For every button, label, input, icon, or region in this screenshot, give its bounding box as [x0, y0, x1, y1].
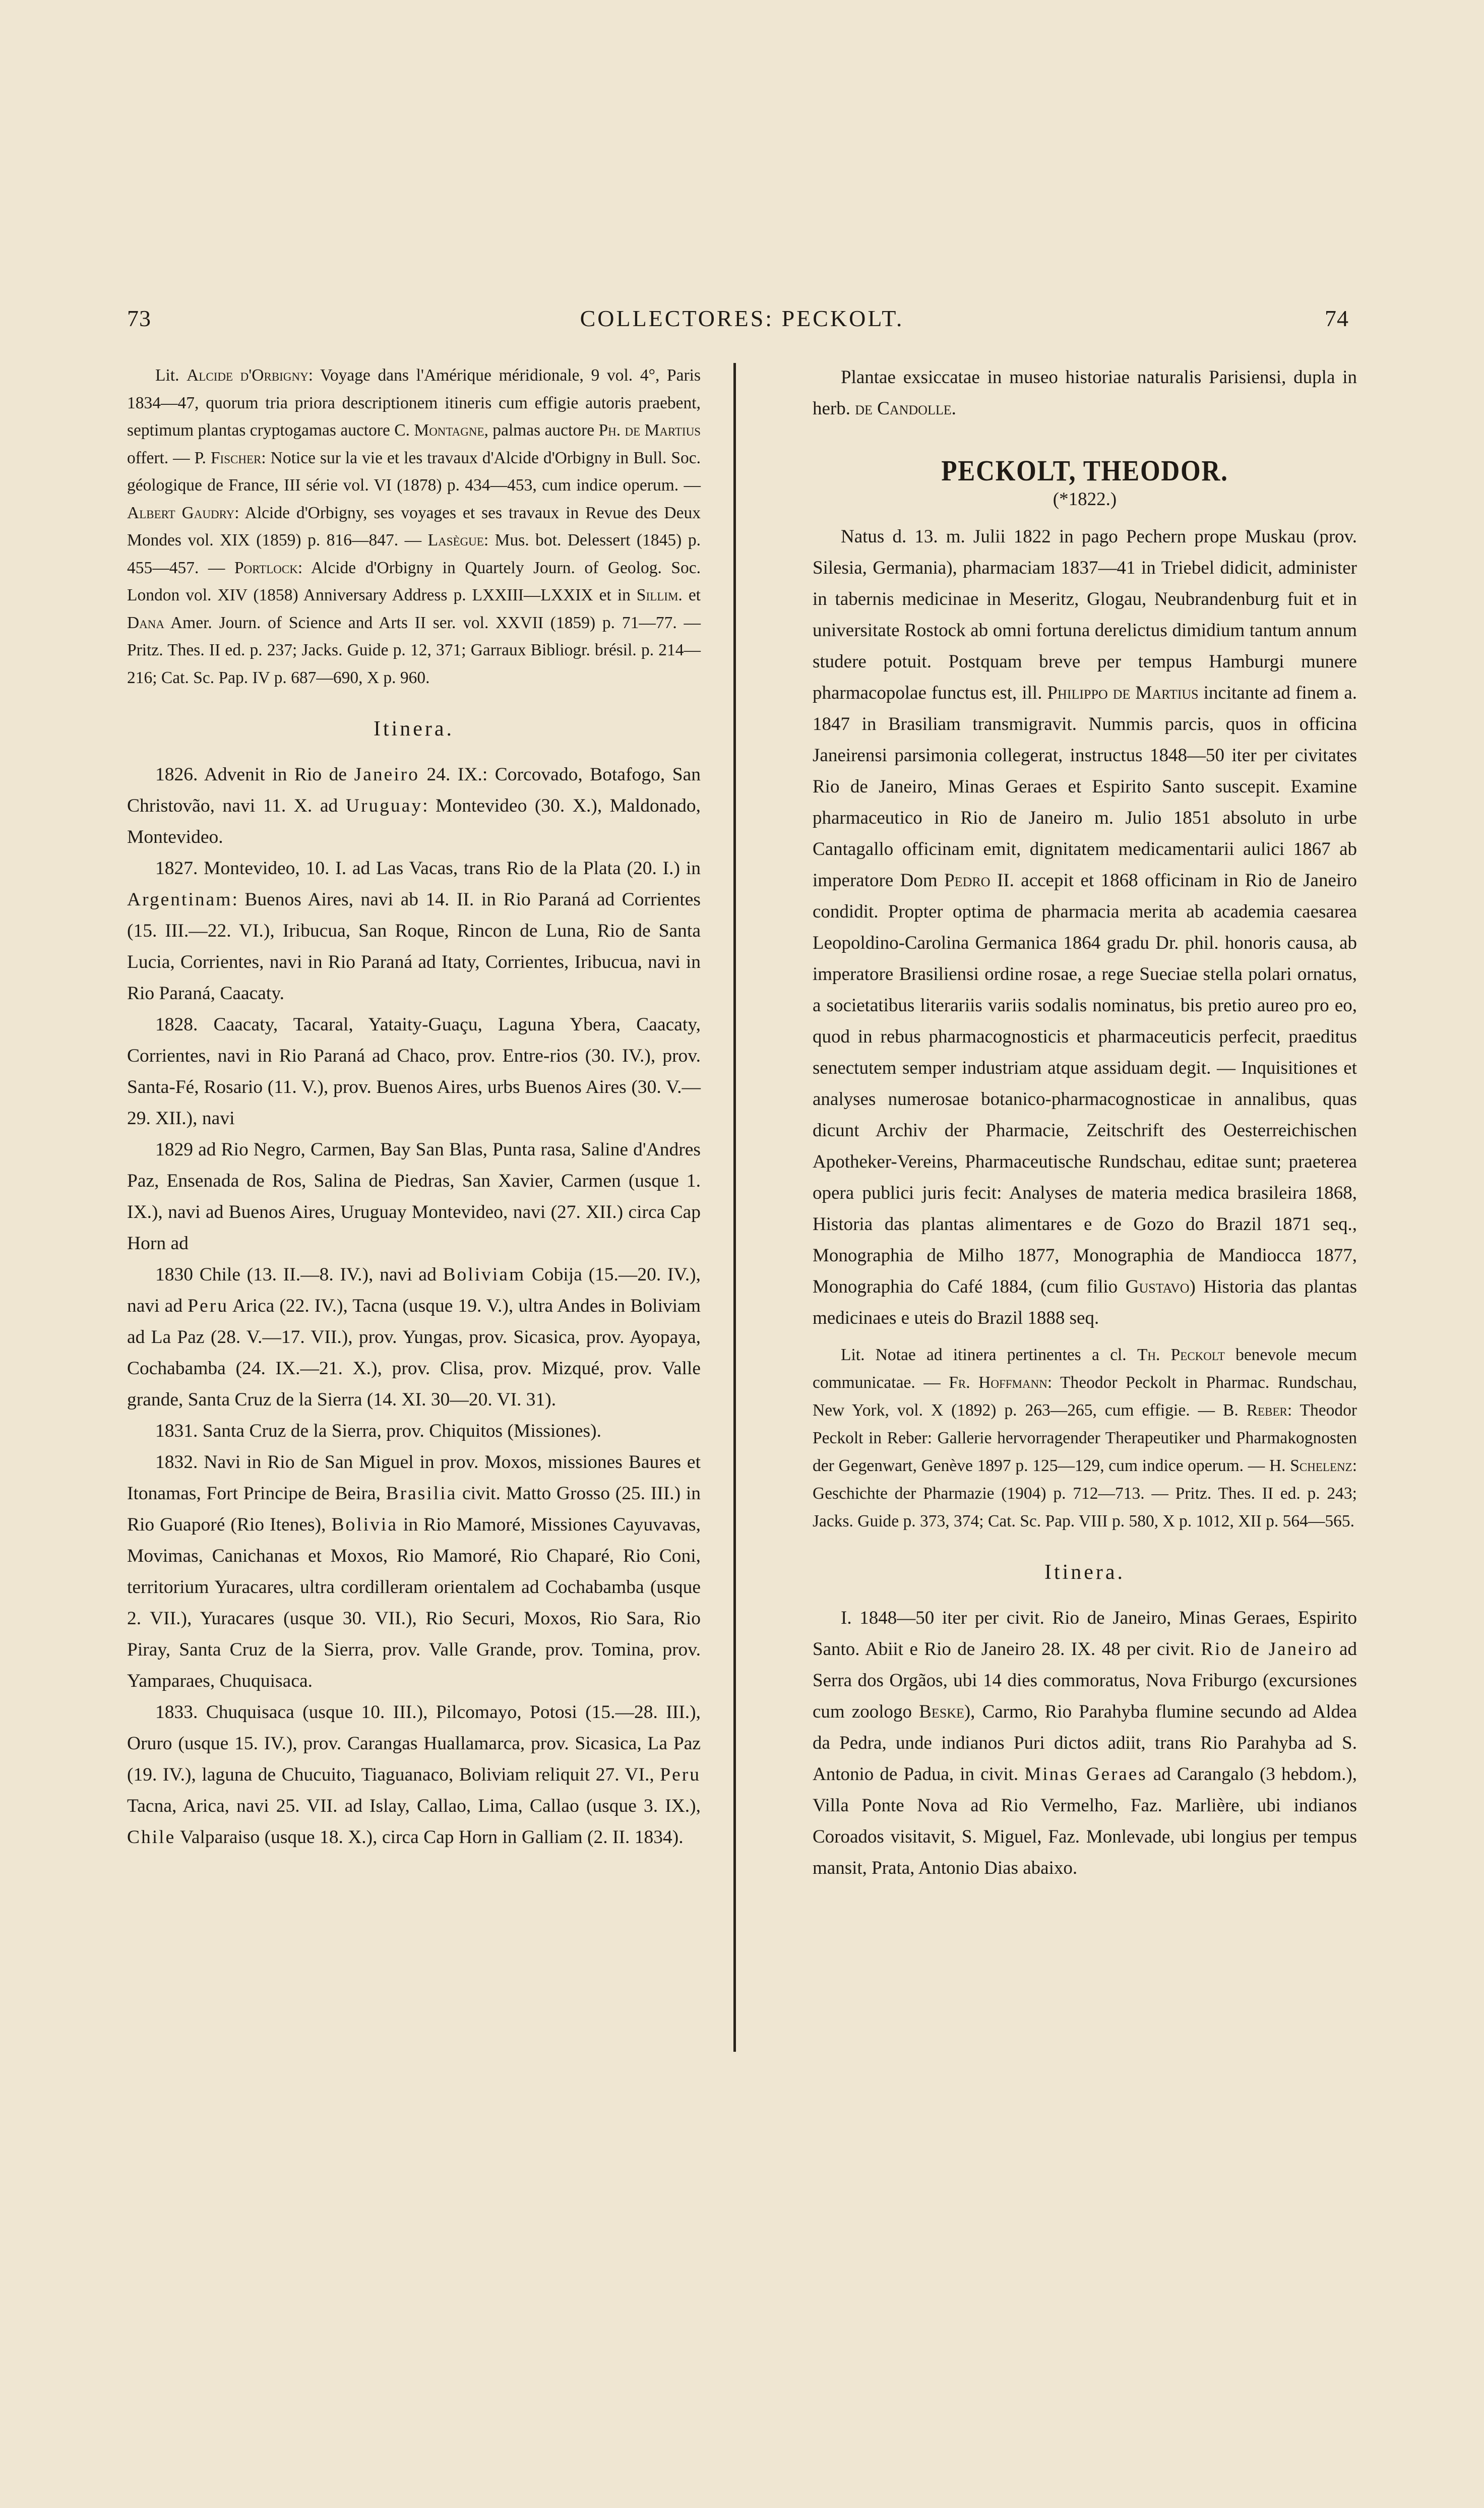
small-caps-name: Reber: [1246, 1401, 1287, 1420]
itinera-entry-I: [813, 1603, 1357, 1884]
birth-year: (*1822.): [1053, 489, 1117, 510]
text-run: 1829 ad Rio Negro, Carmen, Bay San Blas, Punta rasa, Saline d'Andres Paz, Ensenada de Ros, Salina de Piedras, San Xavier, Carmen (usque 1. IX.), navi ad Buenos Aires, Uruguay Montevideo, navi (27. XII.) circa Cap Horn ad: [127, 1139, 701, 1254]
text-run: benevole mecum communicatae. —: [813, 1345, 1357, 1392]
small-caps-name: Montagne: [414, 421, 484, 440]
text-run: Lit. Notae ad itinera pertinentes a cl.: [841, 1345, 1137, 1364]
text-run: ad Carangalo (3 hebdom.), Villa Ponte Nova ad Rio Vermelho, Faz. Marlière, ubi indianos Coroados visitavit, S. Miguel, Faz. Monlevade, ubi longius per tempus mansit, Prata, Antonio Dias abaixo.: [813, 1764, 1357, 1878]
small-caps-name: Albert Gaudry: [127, 503, 235, 522]
text-run: 1833. Chuquisaca (usque 10. III.), Pilcomayo, Potosi (15.—28. III.), Oruro (usque 15. IV.), prov. Carangas Huallamarca, prov. Sicasica, La Paz (19. IV.), laguna de Chucuito, Tiaguanaco, Boliviam reliquit 27. VI.,: [127, 1702, 701, 1785]
text-run: .: [951, 398, 956, 419]
text-run: Natus d. 13. m. Julii 1822 in pago Pechern prope Muskau (prov. Silesia, Germania), pharmaciam 1837—41 in Triebel didicit, administer in tabernis medicinae in Meseritz, Glogau, Neubrandenburg fuit et in universitate Rostock ab omni fortuna derelictus dimidium tantum annum studere potuit. Postquam breve per tempus Hamburgi munere pharmacopolae functus est, ill.: [813, 526, 1357, 703]
text-run: I. 1848—50 iter per civit. Rio de Janeiro, Minas Geraes, Espirito Santo. Abiit e Rio de Janeiro 28. IX. 48 per civit.: [813, 1608, 1357, 1660]
text-run: : Alcide d'Orbigny in Quartely Journ. of Geolog. Soc. London vol. XIV (1858) Anniversary Address p. LXXIII—LXXIX et in: [127, 558, 701, 604]
small-caps-name: Schelenz: [1290, 1456, 1352, 1475]
text-run: : Geschichte der Pharmazie (1904) p. 712—713. — Pritz. Thes. II ed. p. 243; Jacks. Guide p. 373, 374; Cat. Sc. Pap. VIII p. 580, X p. 1012, XII p. 564—565.: [813, 1456, 1357, 1531]
spaced-place-name: Peru: [188, 1296, 228, 1316]
spaced-place-name: Bolivia: [331, 1514, 398, 1535]
spaced-place-name: Janeiro: [354, 764, 419, 785]
small-caps-name: de Candolle: [855, 398, 952, 419]
text-run: Lit.: [155, 366, 187, 385]
small-caps-name: Ph. de Martius: [598, 421, 701, 440]
text-run: Plantae exsiccatae in museo historiae naturalis Parisiensi, dupla in herb.: [813, 367, 1357, 419]
collector-name-heading: PECKOLT, THEODOR.: [941, 454, 1228, 487]
right-column: [813, 362, 1357, 1884]
text-run: Valparaiso (usque 18. X.), circa Cap Horn in Galliam (2. II. 1834).: [175, 1827, 684, 1848]
text-run: : Theodor Peckolt in Pharmac. Rundschau, New York, vol. X (1892) p. 263—265, cum effigie. — B.: [813, 1373, 1357, 1420]
itinera-entry-1830: [127, 1259, 701, 1416]
spaced-place-name: Rio de Janeiro: [1201, 1639, 1333, 1660]
itinera-entry-1829: [127, 1134, 701, 1259]
text-run: ), Carmo, Rio Parahyba flumine secundo ad Aldea da Pedra, unde indianos Puri dictos adiit, trans Rio Parahyba ad S. Antonio de Padua, in civit.: [813, 1701, 1357, 1785]
text-run: in Rio Mamoré, Missiones Cayuvavas, Movimas, Canichanas et Moxos, Rio Mamoré, Rio Chaparé, Rio Coni, territorium Yuracares, ultra cordilleram orientalem ad Cochabamba (usque 2. VII.), Yuracares (usque 30. VII.), Rio Securi, Moxos, Rio Sara, Rio Piray, Santa Cruz de la Sierra, prov. Valle Grande, prov. Tomina, prov. Yamparaes, Chuquisaca.: [127, 1514, 701, 1691]
text-run: 1827. Montevideo, 10. I. ad Las Vacas, trans Rio de la Plata (20. I.) in: [155, 858, 701, 879]
spaced-place-name: Peru: [660, 1764, 701, 1785]
text-run: et: [682, 586, 701, 604]
text-run: : Mus. bot. Delessert (1845) p. 455—457. —: [127, 531, 701, 577]
spaced-place-name: Brasilia: [386, 1483, 457, 1504]
itinera-entry-1827: [127, 853, 701, 1009]
small-caps-name: Pedro: [944, 870, 991, 891]
small-caps-name: Th. Peckolt: [1137, 1345, 1225, 1364]
text-run: incitante ad finem a. 1847 in Brasiliam transmigravit. Nummis parcis, quos in officina Janeirensi parsimonia collegerat, instructus 1848—50 iter per civitates Rio de Janeiro, Minas Geraes et Espirito Santo suscepit. Examine pharmaceutico in Rio de Janeiro m. Julio 1851 absoluto in urbe Cantagallo officinam emit, dignitatem medicamentarii aulici 1867 ab imperatore Dom: [813, 683, 1357, 891]
itinera-heading-left: Itinera.: [373, 717, 455, 741]
text-run: civit. Matto Grosso (25. III.) in Rio Guaporé (Rio Itenes),: [127, 1483, 701, 1535]
small-caps-name: Dana: [127, 613, 165, 632]
small-caps-name: Fischer: [210, 448, 262, 467]
small-caps-name: Sillim.: [636, 586, 683, 604]
column-divider: [733, 363, 736, 2052]
small-caps-name: Beske: [919, 1701, 964, 1722]
small-caps-name: Philippo de Martius: [1047, 683, 1199, 703]
small-caps-name: Gustavo: [1125, 1276, 1190, 1297]
text-run: ) Historia das plantas medicinaes e uteis do Brazil 1888 seq.: [813, 1276, 1357, 1328]
text-run: Arica (22. IV.), Tacna (usque 19. V.), ultra Andes in Boliviam ad La Paz (28. V.—17. VII.), prov. Yungas, prov. Sicasica, prov. Ayopaya, Cochabamba (24. IX.—21. X.), prov. Clisa, prov. Mizqué, prov. Valle grande, Santa Cruz de la Sierra (14. XI. 30—20. VI. 31).: [127, 1296, 701, 1410]
itinera-entry-1833: [127, 1697, 701, 1853]
text-run: : Theodor Peckolt in Reber: Gallerie hervorragender Therapeutiker und Pharmakognosten der Gegenwart, Genève 1897 p. 125—129, cum indice operum. — H.: [813, 1401, 1357, 1475]
itinera-entry-1828: [127, 1009, 701, 1134]
itinera-entry-1832: [127, 1447, 701, 1697]
text-run: : Montevideo (30. X.), Maldonado, Montevideo.: [127, 796, 701, 847]
text-run: 1832. Navi in Rio de San Miguel in prov. Moxos, missiones Baures et Itonamas, Fort Principe de Beira,: [127, 1452, 701, 1504]
text-run: offert. — P.: [127, 448, 211, 467]
itinera-entry-1826: [127, 759, 701, 853]
text-run: 1828. Caacaty, Tacaral, Yataity-Guaçu, Laguna Ybera, Caacaty, Corrientes, navi in Rio Paraná ad Chaco, prov. Entre-rios (30. IV.), prov. Santa-Fé, Rosario (11. V.), prov. Buenos Aires, urbs Buenos Aires (30. V.—29. XII.), navi: [127, 1014, 701, 1129]
small-caps-name: Alcide d'Orbigny: [187, 366, 308, 385]
itinera-heading-right: Itinera.: [1044, 1561, 1126, 1584]
text-run: 24. IX.: Corcovado, Botafogo, San Christovão, navi 11. X. ad: [127, 764, 701, 816]
text-run: : Notice sur la vie et les travaux d'Alcide d'Orbigny in Bull. Soc. géologique de France, III série vol. VI (1878) p. 434—453, cum indice operum. —: [127, 448, 701, 495]
spaced-place-name: Chile: [127, 1827, 176, 1848]
text-run: Tacna, Arica, navi 25. VII. ad Islay, Callao, Lima, Callao (usque 3. IX.),: [127, 1796, 701, 1816]
text-run: , palmas auctore: [484, 421, 599, 440]
text-run: II. accepit et 1868 officinam in Rio de Janeiro condidit. Propter optima de pharmacia merita ab academia caesarea Leopoldino-Carolina Germanica 1864 gradu Dr. phil. honoris causa, ab imperatore Brasiliensi ordine rosae, a rege Sueciae stella polari ornatus, a societatibus literariis variis sodalis nominatus, bis pretio aureo pro eo, quod in rebus pharmacognosticis et pharmaceuticis perfecit, praeditus senectutem semper industriam atque assiduam degit. — Inquisitiones et analyses numerosae botanico-pharmacognosticae in annalibus, quas dicunt Archiv der Pharmacie, Zeitschrift des Oesterreichischen Apotheker-Vereins, Pharmaceutische Rundschau, editae sunt; praeterea opera publici juris fecit: Analyses de materia medica brasileira 1868, Historia das plantas alimentares e de Gozo do Brazil 1871 seq., Monographia de Milho 1877, Monographia de Mandiocca 1877, Monographia do Café 1884, (cum filio: [813, 870, 1357, 1297]
text-run: Amer. Journ. of Science and Arts II ser. vol. XXVII (1859) p. 71—77. — Pritz. Thes. II ed. p. 237; Jacks. Guide p. 12, 371; Garraux Bibliogr. brésil. p. 214—216; Cat. Sc. Pap. IV p. 687—690, X p. 960.: [127, 613, 701, 687]
page-number-right: 74: [1325, 305, 1349, 331]
text-run: : Buenos Aires, navi ab 14. II. in Rio Paraná ad Corrientes (15. III.—22. VI.), Iribucua, San Roque, Rincon de Luna, Rio de Santa Lucia, Corrientes, navi in Rio Paraná ad Itaty, Corrientes, Iribucua, navi in Rio Paraná, Caacaty.: [127, 889, 701, 1004]
page-number-left: 73: [127, 305, 151, 331]
plantae-paragraph: [813, 362, 1357, 424]
spaced-place-name: Boliviam: [443, 1264, 526, 1285]
text-run: 1830 Chile (13. II.—8. IV.), navi ad: [155, 1264, 443, 1285]
small-caps-name: Fr. Hoffmann: [949, 1373, 1047, 1392]
text-run: : Voyage dans l'Amérique méridionale, 9 vol. 4°, Paris 1834—47, quorum tria priora descriptionem itineris cum effigie autoris praebent, septimum plantas cryptogamas auctore C.: [127, 366, 701, 440]
text-run: Cobija (15.—20. IV.), navi ad: [127, 1264, 701, 1316]
text-run: 1831. Santa Cruz de la Sierra, prov. Chiquitos (Missiones).: [155, 1421, 601, 1441]
itinera-entry-1831: [127, 1416, 701, 1447]
text-run: 1826. Advenit in Rio de: [155, 764, 354, 785]
text-run: ad Serra dos Orgãos, ubi 14 dies commoratus, Nova Friburgo (excursiones cum zoologo: [813, 1639, 1357, 1722]
literature-paragraph-peckolt: [813, 1341, 1357, 1535]
biography-paragraph: [813, 521, 1357, 1334]
left-column: [127, 362, 701, 1853]
text-run: : Alcide d'Orbigny, ses voyages et ses travaux in Revue des Deux Mondes vol. XIX (1859) p. 816—847. —: [127, 503, 701, 549]
literature-paragraph-orbigny: [127, 362, 701, 692]
spaced-place-name: Minas Geraes: [1024, 1764, 1147, 1785]
small-caps-name: Lasègue: [427, 531, 484, 549]
running-title: COLLECTORES: PECKOLT.: [580, 305, 904, 331]
small-caps-name: Portlock: [234, 558, 298, 577]
spaced-place-name: Argentinam: [127, 889, 232, 910]
itinera-list-left: [127, 759, 701, 1853]
spaced-place-name: Uruguay: [345, 796, 423, 816]
